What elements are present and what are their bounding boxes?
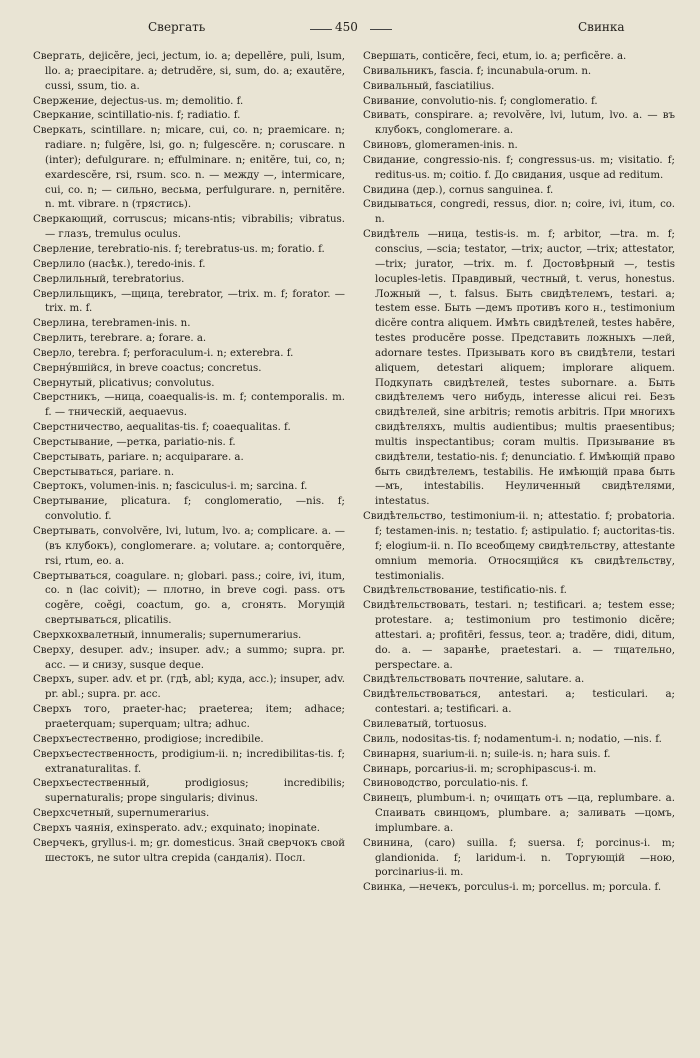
dictionary-entry: Свидѣтельствовать, testari. n; testificari. a; testem esse; protestare. a; testimonium pro testimonio dicĕre; attestari. a; profitēri, fessus, teor. a; tradĕre, didi, ditum, do. a. — заранѣе, praetestari. a. — тщательно, perspectare. a. bbox=[363, 600, 675, 671]
dictionary-entry: Свернутый, plicativus; convolutus. bbox=[33, 377, 215, 389]
dictionary-entry: Свивальникъ, fascia. f; incunabula-orum. n. bbox=[363, 65, 592, 77]
dictionary-entry: Свершать, conticĕre, feci, etum, io. a; perficĕre. a. bbox=[363, 51, 627, 62]
dictionary-entry: Свертывание, plicatura. f; conglomeratio, —nis. f; convolutio. f. bbox=[33, 496, 345, 523]
header-right-word: Свинка bbox=[578, 20, 625, 34]
dictionary-entry: Сверхъ того, praeter-hac; praeterea; item; adhace; praeterquam; superquam; ultra; adhuc. bbox=[33, 704, 345, 730]
dictionary-entry: Свиновъ, glomeramen-inis. n. bbox=[363, 140, 518, 152]
dictionary-entry: Сверхъестественно, prodigiose; incredibile. bbox=[33, 733, 264, 745]
dictionary-entry: Сверление, terebratio-nis. f; terebratus-us. m; foratio. f. bbox=[33, 243, 325, 255]
dictionary-entry: Свидѣтельствоваться, antestari. a; testiculari. a; contestari. a; testificari. a. bbox=[363, 689, 675, 716]
dictionary-entry: Сверстываться, pariare. n. bbox=[33, 466, 175, 478]
dictionary-entry: Сверлить, terebrare. a; forare. a. bbox=[33, 333, 207, 345]
dictionary-entry: Сверхъестественный, prodigiosus; incredibilis; supernaturalis; prope singularis; divinus. bbox=[33, 778, 345, 805]
dictionary-entry: Свидѣтель —ница, testis-is. m. f; arbitor, —tra. m. f; conscius, —scia; testator, —trix; auctor, —trix; attestator, —trix; jurator, —trix. m. f. Достовѣрный —, testis locuples-letis. Правдивый, честный, t. verus, honestus. Ложный —, t. falsus. Быть свидѣтелемъ, testari. a; testem esse. Быть —демъ противъ кого н., testimonium dicĕre contra aliquem. Имѣть свидѣтелей, testes habēre, testes producĕre posse. Представить ложныхъ —лей, adornare testes. Призывать кого въ свидѣтели, testari aliquem, detestari aliquem; implorare aliquem. Подкупать свидѣтелей, testes subornare. a. Быть свидѣтелемъ чего нибудь, interesse alicui rei. Безъ свидѣтелей, sine arbitris; remotis arbitris. При многихъ свидѣтеляхъ, multis audientibus; multis praesentibus; multis inspectantibus; coram multis. Призывание въ свидѣтели, testatio-nis. f; denunciatio. f. Имѣющій право быть свидѣтелемъ, testabilis. Не имѣющій права быть —мъ, intestabilis. Неуличенный свидѣтелями, intestatus. bbox=[363, 229, 675, 508]
dictionary-entry: Свергать, dejicĕre, jeci, jectum, io. a; depellĕre, puli, lsum, llo. a; praecipitare. a; detrudĕre, si, sum, do. a; exautĕre, cussi, ssum, tio. a. bbox=[33, 51, 345, 92]
right-column bbox=[363, 50, 675, 896]
dictionary-entry: Сверло, terebra. f; perforaculum-i. n; exterebra. f. bbox=[33, 347, 294, 359]
header-left-word: Свергать bbox=[148, 20, 206, 34]
dictionary-entry: Сверлило (насѣк.), teredo-inis. f. bbox=[33, 258, 206, 270]
dictionary-entry: Свивание, convolutio-nis. f; conglomeratio. f. bbox=[363, 95, 598, 107]
dictionary-entry: Свинарня, suarium-ii. n; suile-is. n; hara suis. f. bbox=[363, 748, 611, 760]
dictionary-entry: Свинарь, porcarius-ii. m; scrophipascus-i. m. bbox=[363, 763, 597, 775]
page-number: 450 bbox=[335, 20, 358, 34]
dictionary-entry: Свилеватый, tortuosus. bbox=[363, 718, 487, 730]
dictionary-entry: Свертываться, coagulare. n; globari. pass.; coire, ivi, itum, co. n (lac coivit); — плотно, in breve cogi. pass. отъ cogĕre, coĕgi, coactum, go. a, сгонять. Могущій свертываться, plicatilis. bbox=[33, 570, 345, 627]
dictionary-entry: Свидина (дер.), cornus sanguinea. f. bbox=[363, 184, 554, 196]
dictionary-entry: Свиль, nodositas-tis. f; nodamentum-i. n; nodatio, —nis. f. bbox=[363, 733, 662, 745]
dictionary-entry: Сверхсчетный, supernumerarius. bbox=[33, 808, 210, 820]
left-column bbox=[33, 50, 345, 866]
dictionary-entry: Сверху, desuper. adv.; insuper. adv.; a summo; supra. pr. acc. — и снизу, susque deque. bbox=[33, 644, 345, 671]
dictionary-entry: Свидываться, congredi, ressus, dior. n; coire, ivi, itum, co. n. bbox=[363, 199, 675, 226]
dictionary-entry: Свинина, (caro) suilla. f; suersa. f; porcinus-i. m; glandionida. f; laridum-i. n. Торгующій —ною, porcinarius-ii. m. bbox=[363, 837, 675, 879]
dictionary-entry: Сверхъ, super. adv. et pr. (гдѣ, abl; куда, acc.); insuper, adv. pr. abl.; supra. pr. acc. bbox=[33, 674, 345, 701]
dictionary-entry: Свивать, conspirare. a; revolvĕre, lvi, lutum, lvo. a. — въ клубокъ, conglomerare. a. bbox=[363, 110, 675, 137]
dictionary-entry: Свивальный, fasciatilius. bbox=[363, 80, 495, 92]
dictionary-entry: Сверкать, scintillare. n; micare, cui, co. n; praemicare. n; radiare. n; fulgĕre, lsi, go. n; fulgescĕre. n; coruscare. n (inter); defulgurare. n; effulminare. n; enitĕre, tui, co, n; exardescĕre, rsi, rsum. sco. n. — между —, intermicare, cui, co. n; — сильно, весьма, perfulgurare. n, pernitĕre. n. mt. vibrare. n (трястись). bbox=[33, 125, 345, 211]
dictionary-entry: Сверхкохвалетный, innumeralis; supernumerarius. bbox=[33, 629, 302, 641]
dictionary-entry: Сверстничество, aequalitas-tis. f; coaequalitas. f. bbox=[33, 422, 291, 434]
dictionary-entry: Сверкающий, corruscus; micans-ntis; vibrabilis; vibratus. — глазъ, tremulus oculus. bbox=[33, 214, 345, 241]
dictionary-entry: Сверстывать, pariare. n; acquiparare. a. bbox=[33, 451, 244, 463]
dictionary-entry: Свидѣтельствование, testificatio-nis. f. bbox=[363, 585, 567, 597]
dictionary-entry: Сверкание, scintillatio-nis. f; radiatio. f. bbox=[33, 110, 241, 122]
header-rule-right bbox=[370, 29, 392, 30]
dictionary-entry: Свержение, dejectus-us. m; demolitio. f. bbox=[33, 95, 244, 107]
dictionary-entry: Свинка, —нечекъ, porculus-i. m; porcellus. m; porcula. f. bbox=[363, 882, 662, 894]
dictionary-entry: Свертокъ, volumen-inis. n; fasciculus-i. m; sarcina. f. bbox=[33, 481, 308, 493]
dictionary-entry: Сверчекъ, gryllus-i. m; gr. domesticus. Знай сверчокъ свой шестокъ, ne sutor ultra crepida (сандалія). Посл. bbox=[33, 837, 345, 864]
dictionary-entry: Сверлина, terebramen-inis. n. bbox=[33, 318, 191, 330]
dictionary-entry: Свидание, congressio-nis. f; congressus-us. m; visitatio. f; reditus-us. m; coitio. f. До свидания, usque ad reditum. bbox=[363, 154, 675, 181]
dictionary-entry: Сверхъестественность, prodigium-ii. n; incredibilitas-tis. f; extranaturalitas. f. bbox=[33, 748, 345, 775]
dictionary-entry: Сверстникъ, —ница, coaequalis-is. m. f; contemporalis. m. f. — тническій, aequaevus. bbox=[33, 392, 345, 419]
dictionary-entry: Свиноводство, porculatio-nis. f. bbox=[363, 778, 529, 790]
dictionary-entry: Сверстывание, —ретка, pariatio-nis. f. bbox=[33, 436, 236, 448]
dictionary-entry: Свидѣтельствовать почтение, salutare. a. bbox=[363, 674, 585, 686]
dictionary-entry: Сверну́вшійся, in breve coactus; concretus. bbox=[33, 362, 262, 374]
header-rule-left bbox=[310, 29, 332, 30]
dictionary-entry: Свинецъ, plumbum-i. n; очищать отъ —ца, replumbare. a. Спаивать свинцомъ, plumbare. a; заливать —цомъ, implumbare. a. bbox=[363, 793, 675, 834]
dictionary-entry: Свертывать, convolvĕre, lvi, lutum, lvo. a; complicare. a. — (въ клубокъ), conglomerare. a; volutare. a; contorquĕre, rsi, rtum, eo. a. bbox=[33, 526, 345, 567]
page-header bbox=[30, 20, 686, 42]
dictionary-entry: Сверлильщикъ, —щица, terebrator, —trix. m. f; forator. —trix. m. f. bbox=[33, 288, 345, 315]
dictionary-entry: Сверхъ чаянія, exinsperato. adv.; exquinato; inopinate. bbox=[33, 822, 320, 834]
dictionary-entry: Сверлильный, terebratorius. bbox=[33, 273, 185, 285]
dictionary-entry: Свидѣтельство, testimonium-ii. n; attestatio. f; probatoria. f; testamen-inis. n; testatio. f; astipulatio. f; auctoritas-tis. f; elogium-ii. n. По всеобщему свидѣтельству, attestante omnium memoria. Относящійся къ свидѣтельству, testimonialis. bbox=[363, 511, 675, 582]
